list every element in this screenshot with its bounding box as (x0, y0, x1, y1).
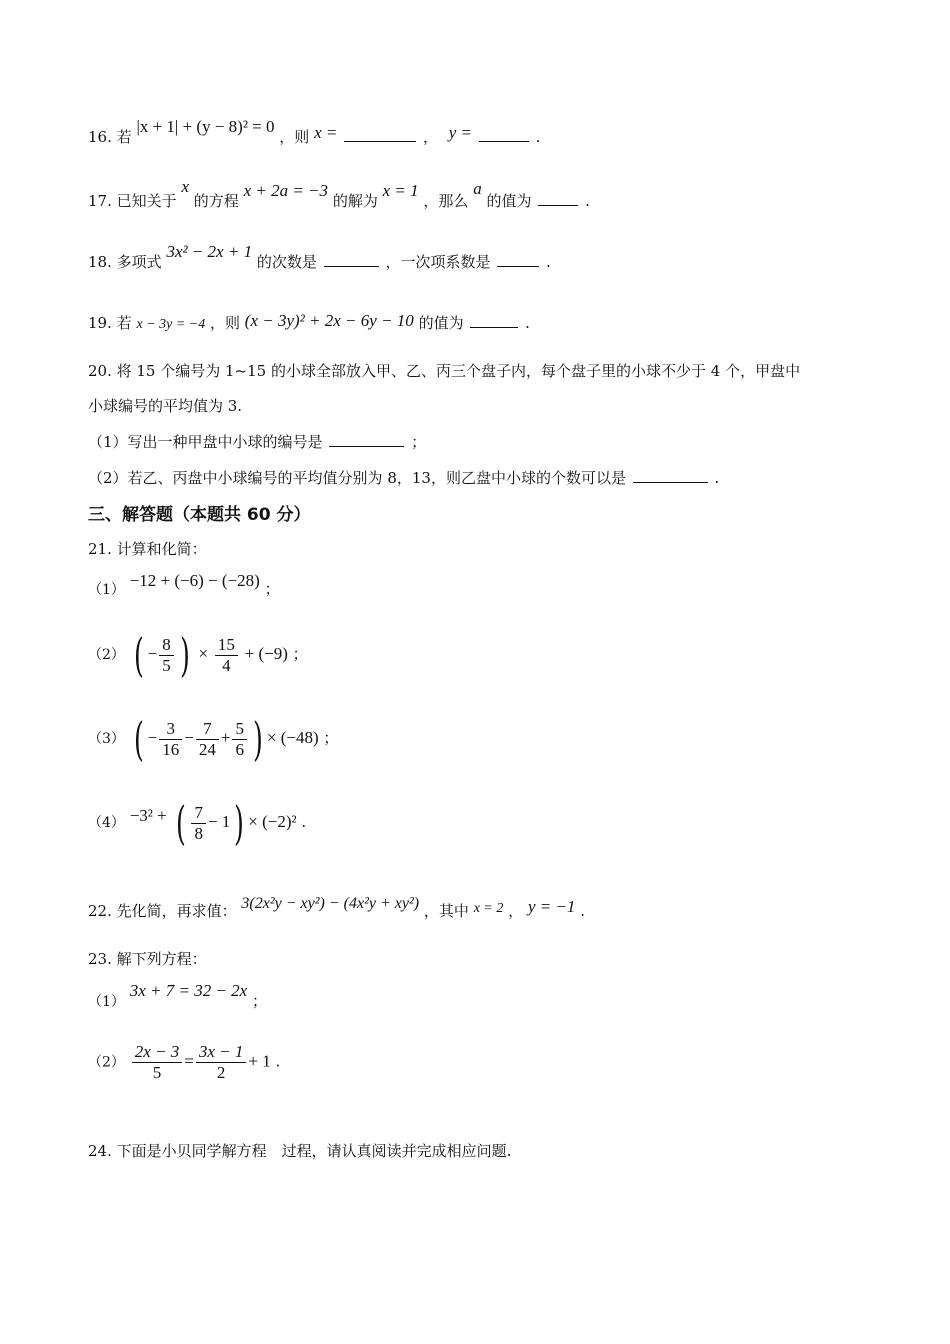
q17-equation: x + 2a = −3 (243, 181, 329, 200)
q21-p3-end: ； (323, 729, 339, 747)
q16-text: 若 (116, 128, 132, 146)
q21-p2-frac2 (215, 635, 238, 676)
q21-p4-pre: −3² + (129, 806, 167, 825)
q19-number: 19. (88, 314, 112, 332)
question-20-sub2 (88, 467, 719, 488)
question-23-part2 (88, 1042, 280, 1083)
q19-expression: (x − 3y)² + 2x − 6y − 10 (244, 311, 414, 330)
q19-text: 若 (116, 314, 132, 332)
frac-den: 8 (194, 823, 203, 843)
question-21-part2 (88, 628, 308, 682)
q22-x: x = 2 (473, 901, 504, 916)
q23-p2-label: （2） (88, 1054, 125, 1071)
right-paren: ) (234, 796, 245, 850)
q21-p3-op2: + (220, 728, 231, 747)
q21-p4-end: . (301, 813, 307, 831)
frac-den: 5 (162, 655, 171, 675)
q18-blank-coef[interactable] (497, 265, 539, 267)
q17-solution: x = 1 (382, 181, 419, 200)
q19-text-value: 的值为 (418, 314, 464, 332)
q17-blank[interactable] (538, 204, 578, 206)
q20-sub1-end: ； (411, 433, 427, 451)
q21-p1-expression: −12 + (−6) − (−28) (129, 571, 260, 590)
q21-p2-label: （2） (88, 647, 125, 663)
q22-sep: ， (508, 902, 524, 920)
question-21-part4 (88, 796, 307, 850)
q21-p4-inner: − 1 (207, 812, 231, 831)
q21-p1-label: （1） (88, 582, 125, 598)
question-20-sub1 (88, 431, 426, 452)
q21-p2-frac1 (159, 635, 174, 676)
frac-den: 5 (152, 1063, 162, 1082)
q21-p2-minus: − (147, 644, 158, 663)
q21-p4-frac1 (191, 803, 206, 844)
q19-end: . (525, 314, 530, 332)
question-20-line2: 小球编号的平均值为 3. (88, 397, 243, 415)
q22-text-where: ，其中 (423, 902, 469, 920)
frac-num: 8 (159, 635, 174, 656)
q18-text-coef: ，一次项系数是 (385, 253, 491, 271)
question-21-title: 21. 计算和化简： (88, 540, 207, 558)
q16-blank-y[interactable] (479, 140, 529, 142)
frac-num: 3 (159, 719, 182, 740)
q18-end: . (546, 253, 551, 271)
q20-sub2-text: （2）若乙、丙盘中小球编号的平均值分别为 8，13，则乙盘中小球的个数可以是 (88, 469, 626, 487)
frac-den: 4 (222, 655, 231, 675)
q21-p4-rest: × (−2)² (248, 812, 297, 831)
right-paren: ) (179, 628, 190, 682)
q17-text: 已知关于 (116, 192, 177, 210)
q23-p2-frac2 (196, 1042, 247, 1083)
frac-den: 24 (198, 739, 216, 759)
q17-text-value: 的值为 (486, 192, 532, 210)
right-paren: ) (252, 712, 263, 766)
q17-number: 17. (88, 192, 112, 210)
frac-num: 3x − 1 (196, 1042, 247, 1063)
question-22 (88, 895, 585, 921)
q22-expression: 3(2x²y − xy²) − (4x²y + xy²) (241, 895, 420, 912)
q23-p1-label: （1） (88, 994, 125, 1010)
q21-p3-op1: − (184, 728, 194, 747)
question-17 (88, 177, 590, 211)
q20-sub2-end: . (714, 469, 720, 487)
q23-p1-end: ； (252, 992, 268, 1010)
q23-p2-frac1 (132, 1042, 183, 1083)
q17-end: . (585, 192, 590, 210)
frac-num: 5 (232, 719, 247, 740)
q21-p3-minus: − (147, 728, 158, 747)
q22-text: 22. 先化简，再求值： (88, 902, 237, 920)
q22-y: y = −1 (527, 897, 576, 916)
q23-p1-expression: 3x + 7 = 32 − 2x (129, 981, 248, 1000)
q21-p3-frac1 (159, 719, 182, 760)
question-20-line1: 20. 将 15 个编号为 1~15 的小球全部放入甲、乙、丙三个盘子内，每个盘子里的小球不少于 4 个，甲盘中 (88, 362, 801, 380)
section-heading (88, 500, 311, 525)
question-21-part3 (88, 712, 339, 766)
q19-blank[interactable] (470, 326, 518, 328)
q16-blank-x[interactable] (344, 140, 416, 142)
q20-sub1-text: （1）写出一种甲盘中小球的编号是 (88, 433, 323, 451)
frac-num: 15 (215, 635, 238, 656)
left-paren: ( (133, 712, 144, 766)
q19-condition: x − 3y = −4 (136, 317, 206, 332)
q17-text-eq: 的方程 (193, 192, 239, 210)
q23-p2-rest: + 1 (248, 1051, 271, 1071)
q21-p4-label: （4） (88, 815, 125, 831)
q21-p2-times: × (198, 644, 209, 663)
q18-text-degree: 的次数是 (256, 253, 317, 271)
q21-p2-end: ； (292, 645, 308, 663)
frac-num: 2x − 3 (132, 1042, 183, 1063)
frac-num: 7 (196, 719, 219, 740)
question-19 (88, 312, 530, 333)
q16-x: x = (314, 123, 338, 142)
frac-den: 2 (216, 1063, 226, 1082)
left-paren: ( (175, 796, 186, 850)
question-24: 24. 下面是小贝同学解方程 过程，请认真阅读并完成相应问题. (88, 1142, 512, 1160)
q18-number: 18. (88, 253, 112, 271)
q20-sub1-blank[interactable] (329, 445, 404, 447)
q21-p2-rest: + (−9) (244, 644, 288, 663)
q18-blank-degree[interactable] (324, 265, 379, 267)
q23-p2-end: . (275, 1052, 281, 1071)
q22-end: . (580, 902, 585, 920)
question-21-part1 (88, 571, 280, 599)
q17-text-sol: 的解为 (332, 192, 378, 210)
q16-end: . (535, 128, 541, 146)
section-title: 三、解答题（本题共 60 分） (88, 505, 311, 525)
frac-den: 16 (162, 739, 180, 759)
frac-num: 7 (191, 803, 206, 824)
q19-text-then: ，则 (210, 314, 241, 332)
q20-sub2-blank[interactable] (633, 481, 708, 483)
question-23-part1 (88, 981, 268, 1011)
left-paren: ( (133, 628, 144, 682)
q17-var-x: x (181, 177, 189, 196)
q16-number: 16. (88, 128, 112, 146)
q16-text-then: ，则 (279, 128, 310, 146)
q17-text-then: ，那么 (423, 192, 469, 210)
q21-p3-rest: × (−48) (266, 728, 319, 747)
q21-p3-label: （3） (88, 731, 125, 747)
q16-y: y = (448, 123, 473, 142)
q23-p2-equals: = (184, 1051, 194, 1071)
q16-equation: |x + 1| + (y − 8)² = 0 (136, 117, 275, 136)
frac-den: 6 (235, 739, 244, 759)
q18-text: 多项式 (116, 253, 162, 271)
q18-polynomial: 3x² − 2x + 1 (166, 242, 253, 261)
question-16 (88, 117, 541, 147)
q16-sep: ， (422, 128, 438, 146)
question-18 (88, 242, 551, 272)
question-23-title: 23. 解下列方程： (88, 950, 207, 968)
q21-p1-end: ； (264, 580, 280, 598)
q21-p3-frac2 (196, 719, 219, 760)
q21-p3-frac3 (232, 719, 247, 760)
q17-var-a: a (473, 179, 482, 198)
